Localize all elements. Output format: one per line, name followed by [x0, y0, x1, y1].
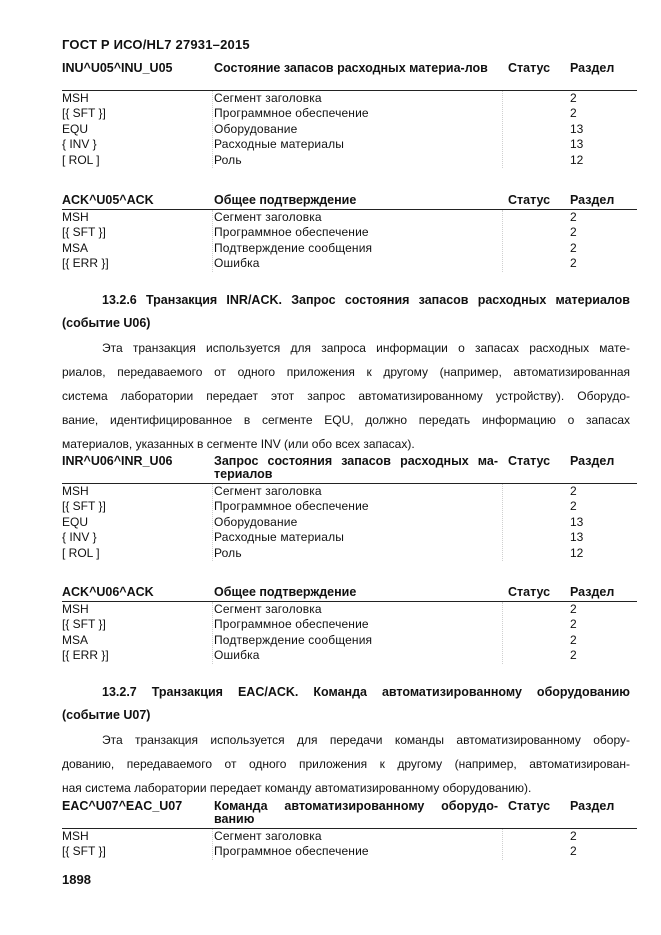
section-heading-line: (событие U07) [62, 708, 151, 722]
segment-name: MSA [62, 632, 89, 647]
header-status: Статус [508, 585, 551, 599]
segment-description: Ошибка [214, 648, 260, 663]
segment-name: { INV } [62, 137, 97, 152]
segment-section: 12 [570, 152, 584, 167]
table-body [62, 829, 637, 860]
segment-name: [{ SFT }] [62, 225, 106, 240]
segment-name: EQU [62, 121, 89, 136]
header-status: Статус [508, 799, 551, 813]
paragraph-line: ная система лаборатории передает команду автоматизированному оборудованию). [62, 781, 532, 795]
paragraph-line: вание, идентифицированное в сегменте EQU, должно передать информацию о запасах [62, 413, 630, 427]
segment-name: [{ ERR }] [62, 648, 109, 663]
paragraph-inr-description [62, 336, 630, 456]
table-body [62, 484, 637, 561]
segment-section: 2 [570, 225, 577, 240]
table-row [62, 256, 637, 271]
segment-section: 2 [570, 844, 577, 859]
segment-description: Программное обеспечение [214, 499, 369, 514]
segment-name: MSH [62, 484, 89, 498]
segment-description: Подтверждение сообщения [214, 632, 373, 647]
paragraph-eac-description [62, 728, 630, 800]
header-section: Раздел [570, 193, 615, 207]
segment-name: EQU [62, 514, 89, 529]
segment-description: Оборудование [214, 121, 298, 136]
table-row [62, 499, 637, 514]
segment-description: Расходные материалы [214, 137, 345, 152]
header-description: Общее подтверждение [214, 193, 357, 207]
segment-description: Программное обеспечение [214, 106, 369, 121]
document-header: ГОСТ Р ИСО/HL7 27931–2015 [62, 37, 250, 52]
message-table-ack-u06 [62, 586, 637, 664]
table-row [62, 829, 637, 844]
header-message-type: ACK^U05^ACK [62, 193, 154, 207]
paragraph-line: Эта транзакция используется для передачи команды автоматизированному обору- [102, 733, 630, 747]
message-table-eac-u07 [62, 800, 637, 860]
header-message-type: INR^U06^INR_U06 [62, 454, 173, 468]
table-row [62, 225, 637, 240]
table-header [62, 455, 637, 484]
header-status: Статус [508, 454, 551, 468]
segment-description: Программное обеспечение [214, 844, 369, 859]
header-section: Раздел [570, 61, 615, 75]
header-section: Раздел [570, 454, 615, 468]
section-heading-line: 13.2.7 Транзакция EAC/ACK. Команда автоматизированному оборудованию [102, 685, 630, 699]
section-heading-line: (событие U06) [62, 316, 151, 330]
segment-name: [{ SFT }] [62, 617, 106, 632]
segment-section: 2 [570, 484, 577, 498]
table-row [62, 515, 637, 530]
segment-description: Роль [214, 545, 242, 560]
segment-name: [{ SFT }] [62, 499, 106, 514]
segment-section: 13 [570, 530, 584, 545]
segment-description: Программное обеспечение [214, 617, 369, 632]
table-body [62, 602, 637, 664]
table-row [62, 633, 637, 648]
table-header [62, 800, 637, 829]
segment-description: Сегмент заголовка [214, 484, 322, 498]
header-description: Команда автоматизированному оборудо-ванию [214, 799, 498, 826]
segment-section: 2 [570, 256, 577, 271]
segment-section: 2 [570, 648, 577, 663]
segment-section: 2 [570, 91, 577, 105]
segment-name: MSH [62, 91, 89, 105]
table-row [62, 137, 637, 152]
header-status: Статус [508, 61, 551, 75]
header-message-type: INU^U05^INU_U05 [62, 61, 173, 75]
segment-name: [{ ERR }] [62, 256, 109, 271]
segment-section: 2 [570, 106, 577, 121]
segment-name: [ ROL ] [62, 545, 100, 560]
header-description: Общее подтверждение [214, 585, 357, 599]
segment-section: 2 [570, 240, 577, 255]
header-status: Статус [508, 193, 551, 207]
segment-name: [ ROL ] [62, 152, 100, 167]
table-header [62, 62, 637, 91]
table-row [62, 648, 637, 663]
section-heading-13-2-6 [62, 289, 630, 335]
paragraph-line: система лаборатории передает этот запрос автоматизированному устройству). Оборудо- [62, 389, 630, 403]
segment-name: [{ SFT }] [62, 844, 106, 859]
segment-name: MSH [62, 210, 89, 224]
header-message-type: ACK^U06^ACK [62, 585, 154, 599]
segment-name: [{ SFT }] [62, 106, 106, 121]
segment-description: Программное обеспечение [214, 225, 369, 240]
segment-section: 13 [570, 137, 584, 152]
table-row [62, 617, 637, 632]
segment-description: Сегмент заголовка [214, 602, 322, 616]
message-table-ack-u05 [62, 194, 637, 272]
segment-section: 2 [570, 602, 577, 616]
segment-description: Сегмент заголовка [214, 91, 322, 105]
table-body [62, 210, 637, 272]
segment-description: Подтверждение сообщения [214, 240, 373, 255]
header-description: Запрос состояния запасов расходных ма-териалов [214, 454, 498, 481]
segment-name: MSH [62, 829, 89, 843]
table-row [62, 106, 637, 121]
table-row [62, 546, 637, 561]
segment-description: Ошибка [214, 256, 260, 271]
segment-name: { INV } [62, 530, 97, 545]
segment-section: 2 [570, 499, 577, 514]
table-row [62, 122, 637, 137]
segment-section: 12 [570, 545, 584, 560]
paragraph-line: дованию, передаваемого от одного приложения к другому (например, автоматизирован- [62, 757, 630, 771]
table-header [62, 586, 637, 602]
segment-section: 2 [570, 829, 577, 843]
table-row [62, 153, 637, 168]
segment-name: MSH [62, 602, 89, 616]
table-row [62, 484, 637, 499]
table-row [62, 602, 637, 617]
segment-description: Сегмент заголовка [214, 210, 322, 224]
page-number: 1898 [62, 872, 91, 887]
table-row [62, 91, 637, 106]
segment-section: 2 [570, 632, 577, 647]
segment-description: Роль [214, 152, 242, 167]
section-heading-line: 13.2.6 Транзакция INR/ACK. Запрос состояния запасов расходных материалов [102, 293, 630, 307]
message-table-inr-u06 [62, 455, 637, 561]
header-description: Состояние запасов расходных материа-лов [214, 61, 488, 75]
header-section: Раздел [570, 585, 615, 599]
segment-section: 2 [570, 617, 577, 632]
segment-description: Сегмент заголовка [214, 829, 322, 843]
header-section: Раздел [570, 799, 615, 813]
header-message-type: EAC^U07^EAC_U07 [62, 799, 183, 813]
message-table-inu-u05 [62, 62, 637, 168]
segment-section: 13 [570, 121, 584, 136]
section-heading-13-2-7 [62, 681, 630, 727]
table-header [62, 194, 637, 210]
segment-section: 13 [570, 514, 584, 529]
table-row [62, 530, 637, 545]
segment-description: Оборудование [214, 514, 298, 529]
segment-name: MSA [62, 240, 89, 255]
paragraph-line: Эта транзакция используется для запроса информации о запасах расходных мате- [102, 341, 630, 355]
table-row [62, 844, 637, 859]
table-body [62, 91, 637, 168]
table-row [62, 241, 637, 256]
segment-description: Расходные материалы [214, 530, 345, 545]
paragraph-line: материалов, указанных в сегменте INV (или обо всех запасах). [62, 437, 415, 451]
table-row [62, 210, 637, 225]
paragraph-line: риалов, передаваемого от одного приложения к другому (например, автоматизированная [62, 365, 630, 379]
segment-section: 2 [570, 210, 577, 224]
